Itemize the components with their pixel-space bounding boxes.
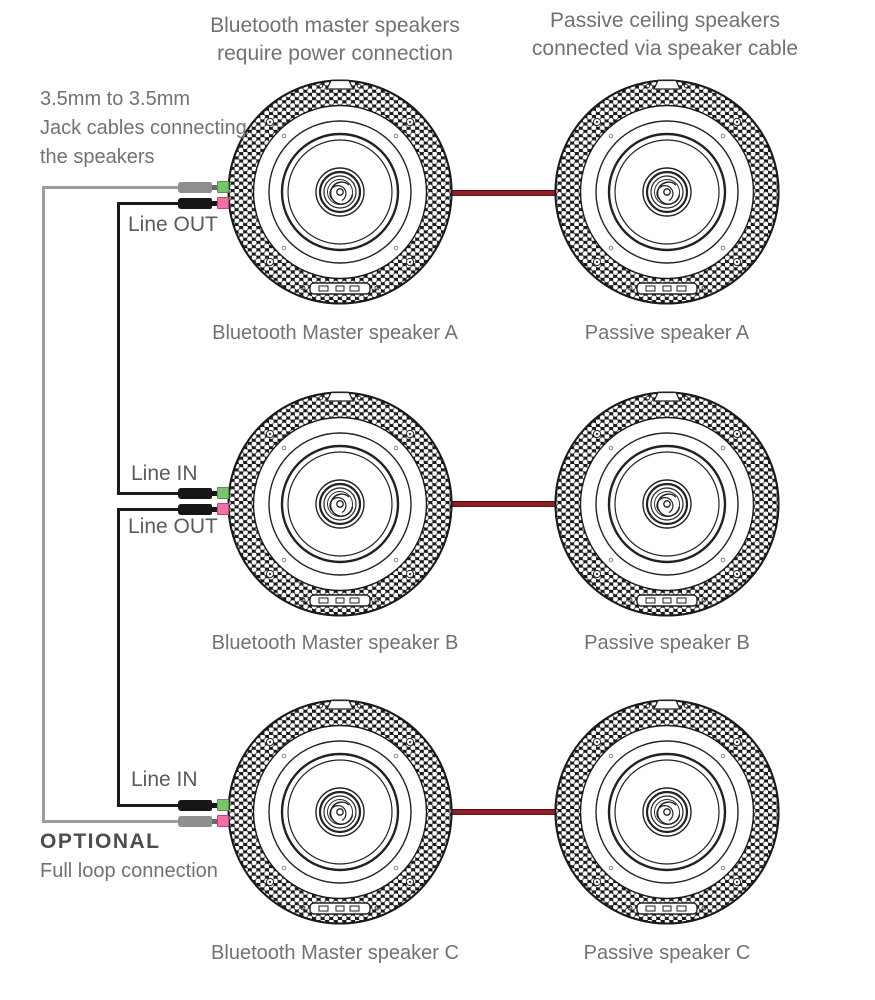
line-out-port-master-a: [217, 197, 229, 209]
line-in-port-master-c: [217, 799, 229, 811]
master-column-header-line1: Bluetooth master speakers: [210, 14, 460, 37]
jack-cable-b-to-c-vertical-segment: [117, 508, 120, 807]
line-out-port-master-c: [217, 815, 229, 827]
caption-master-b: Bluetooth Master speaker B: [211, 632, 459, 654]
passive-column-header-line1: Passive ceiling speakers: [550, 9, 780, 32]
loop-cable-top-segment: [42, 186, 180, 189]
line-out-label-master-a: Line OUT: [128, 213, 218, 236]
passive-speaker-c-graphic: [553, 698, 781, 926]
master-column-header: [210, 12, 460, 68]
speaker-cable-row-c: [452, 809, 556, 815]
line-in-label-master-b: Line IN: [131, 462, 198, 485]
caption-passive-a: Passive speaker A: [584, 322, 750, 344]
master-speaker-a-graphic: [226, 78, 454, 306]
line-out-port-master-b: [217, 503, 229, 515]
passive-column-header: [532, 7, 798, 63]
jack-cable-a-to-b-vertical-segment: [117, 202, 120, 495]
line-in-jack-plug-master-b: [178, 487, 217, 499]
line-out-jack-plug-master-a: [178, 197, 217, 209]
line-in-label-master-c: Line IN: [131, 768, 198, 791]
passive-speaker-a-graphic: [553, 78, 781, 306]
optional-subtitle: Full loop connection: [40, 860, 218, 882]
caption-master-c: Bluetooth Master speaker C: [211, 942, 459, 964]
speaker-cable-row-a: [452, 190, 556, 196]
passive-speaker-b-graphic: [553, 390, 781, 618]
jack-cable-a-out-segment: [117, 202, 180, 205]
line-in-port-master-b: [217, 487, 229, 499]
loop-jack-plug-master-a: [178, 181, 217, 193]
master-speaker-c-graphic: [226, 698, 454, 926]
optional-title: OPTIONAL: [40, 830, 161, 853]
line-out-label-master-b: Line OUT: [128, 515, 218, 538]
caption-passive-c: Passive speaker C: [583, 942, 751, 964]
caption-master-a: Bluetooth Master speaker A: [212, 322, 458, 344]
jack-cable-note: [40, 85, 247, 172]
master-speaker-b-graphic: [226, 390, 454, 618]
line-in-port-master-a: [217, 181, 229, 193]
jack-cable-c-in-segment: [117, 804, 180, 807]
caption-passive-b: Passive speaker B: [584, 632, 750, 654]
jack-cable-note-line3: the speakers: [40, 146, 155, 168]
line-in-jack-plug-master-c: [178, 799, 217, 811]
loop-cable-bottom-segment: [42, 820, 180, 823]
line-out-jack-plug-master-b: [178, 503, 217, 515]
passive-column-header-line2: connected via speaker cable: [531, 37, 799, 60]
jack-cable-b-out-segment: [117, 508, 180, 511]
loop-jack-plug-master-c: [178, 815, 217, 827]
loop-cable-vertical-segment: [42, 186, 45, 823]
speaker-cable-row-b: [452, 501, 556, 507]
jack-cable-note-line1: 3.5mm to 3.5mm: [40, 88, 191, 110]
master-column-header-line2: require power connection: [217, 42, 453, 65]
jack-cable-note-line2: Jack cables connecting: [40, 117, 247, 139]
jack-cable-b-in-segment: [117, 492, 180, 495]
